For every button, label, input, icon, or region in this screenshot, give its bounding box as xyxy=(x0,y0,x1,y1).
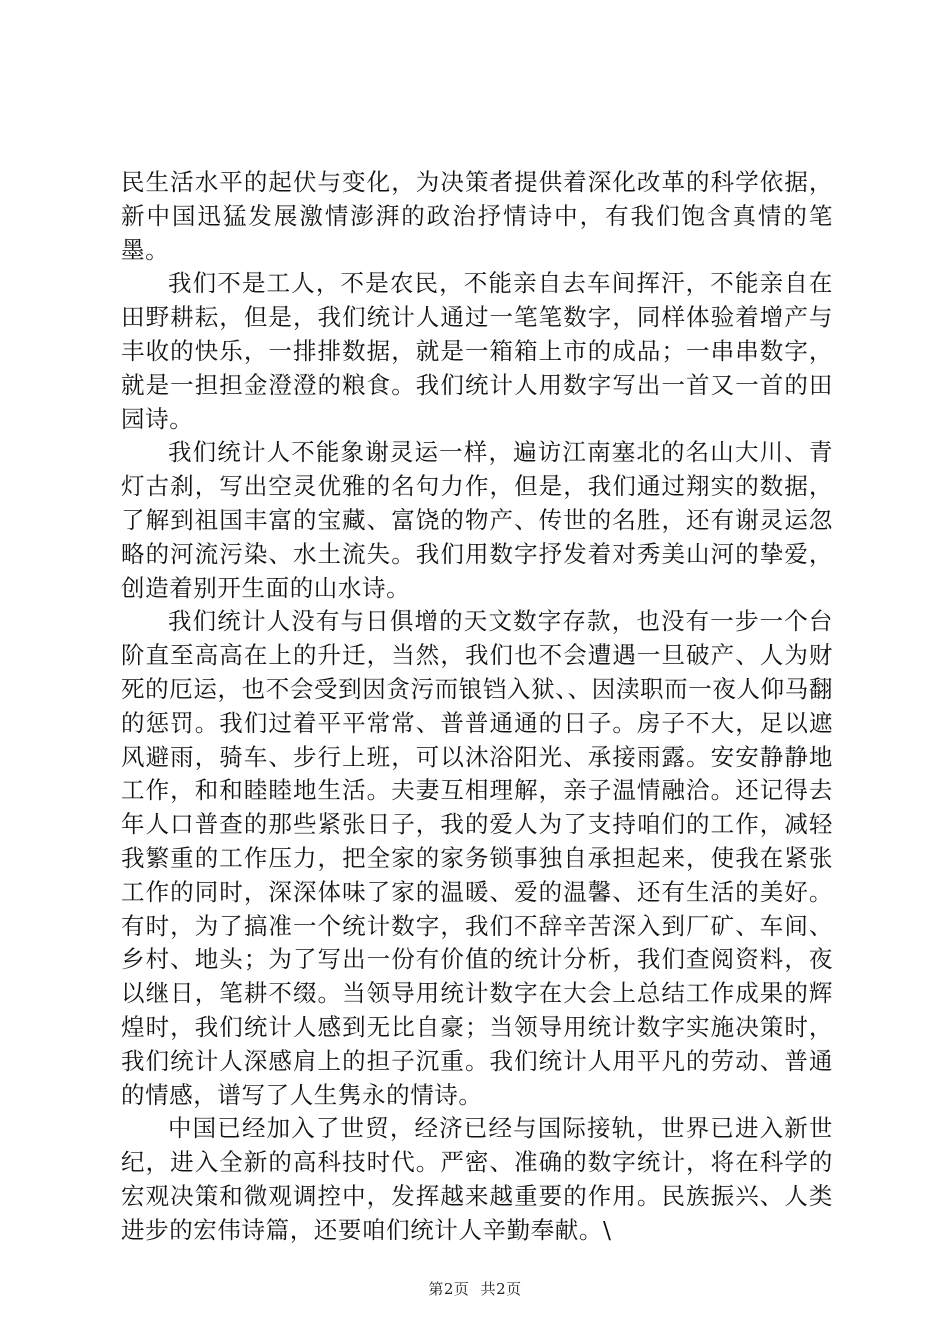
page-number: 第2页 xyxy=(428,1280,470,1298)
paragraph: 民生活水平的起伏与变化，为决策者提供着深化改革的科学依据，新中国迅猛发展激情澎湃的政治抒情诗中，有我们饱含真情的笔墨。 xyxy=(121,168,833,264)
page-total: 共2页 xyxy=(480,1280,522,1298)
document-body xyxy=(121,166,833,1248)
page-footer xyxy=(0,1278,950,1299)
paragraph: 我们统计人没有与日俱增的天文数字存款，也没有一步一个台阶直至高高在上的升迁，当然，我们也不会遭遇一旦破产、人为财死的厄运，也不会受到因贪污而锒铛入狱、、因渎职而一夜人仰马翻的惩罚。我们过着平平常常、普普通通的日子。房子不大，足以遮风避雨，骑车、步行上班，可以沐浴阳光、承接雨露。安安静静地工作，和和睦睦地生活。夫妻互相理解，亲子温情融洽。还记得去年人口普查的那些紧张日子，我的爱人为了支持咱们的工作，减轻我繁重的工作压力，把全家的家务锁事独自承担起来，使我在紧张工作的同时，深深体味了家的温暖、爱的温馨、还有生活的美好。有时，为了搞准一个统计数字，我们不辞辛苦深入到厂矿、车间、乡村、地头；为了写出一份有价值的统计分析，我们查阅资料，夜以继日，笔耕不缀。当领导用统计数字在大会上总结工作成果的辉煌时，我们统计人感到无比自豪；当领导用统计数字实施决策时，我们统计人深感肩上的担子沉重。我们统计人用平凡的劳动、普通的情感，谱写了人生隽永的情诗。 xyxy=(121,607,833,1109)
paragraph: 我们统计人不能象谢灵运一样，遍访江南塞北的名山大川、青灯古刹，写出空灵优雅的名句力作，但是，我们通过翔实的数据，了解到祖国丰富的宝藏、富饶的物产、传世的名胜，还有谢灵运忽略的河流污染、水土流失。我们用数字抒发着对秀美山河的挚爱，创造着别开生面的山水诗。 xyxy=(121,438,833,602)
paragraph: 我们不是工人，不是农民，不能亲自去车间挥汗，不能亲自在田野耕耘，但是，我们统计人通过一笔笔数字，同样体验着增产与丰收的快乐，一排排数据，就是一箱箱上市的成品；一串串数字，就是一担担金澄澄的粮食。我们统计人用数字写出一首又一首的田园诗。 xyxy=(121,269,833,433)
paragraph: 中国已经加入了世贸，经济已经与国际接轨，世界已进入新世纪，进入全新的高科技时代。严密、准确的数字统计，将在科学的宏观决策和微观调控中，发挥越来越重要的作用。民族振兴、人类进步的宏伟诗篇，还要咱们统计人辛勤奉献。\ xyxy=(121,1114,833,1244)
